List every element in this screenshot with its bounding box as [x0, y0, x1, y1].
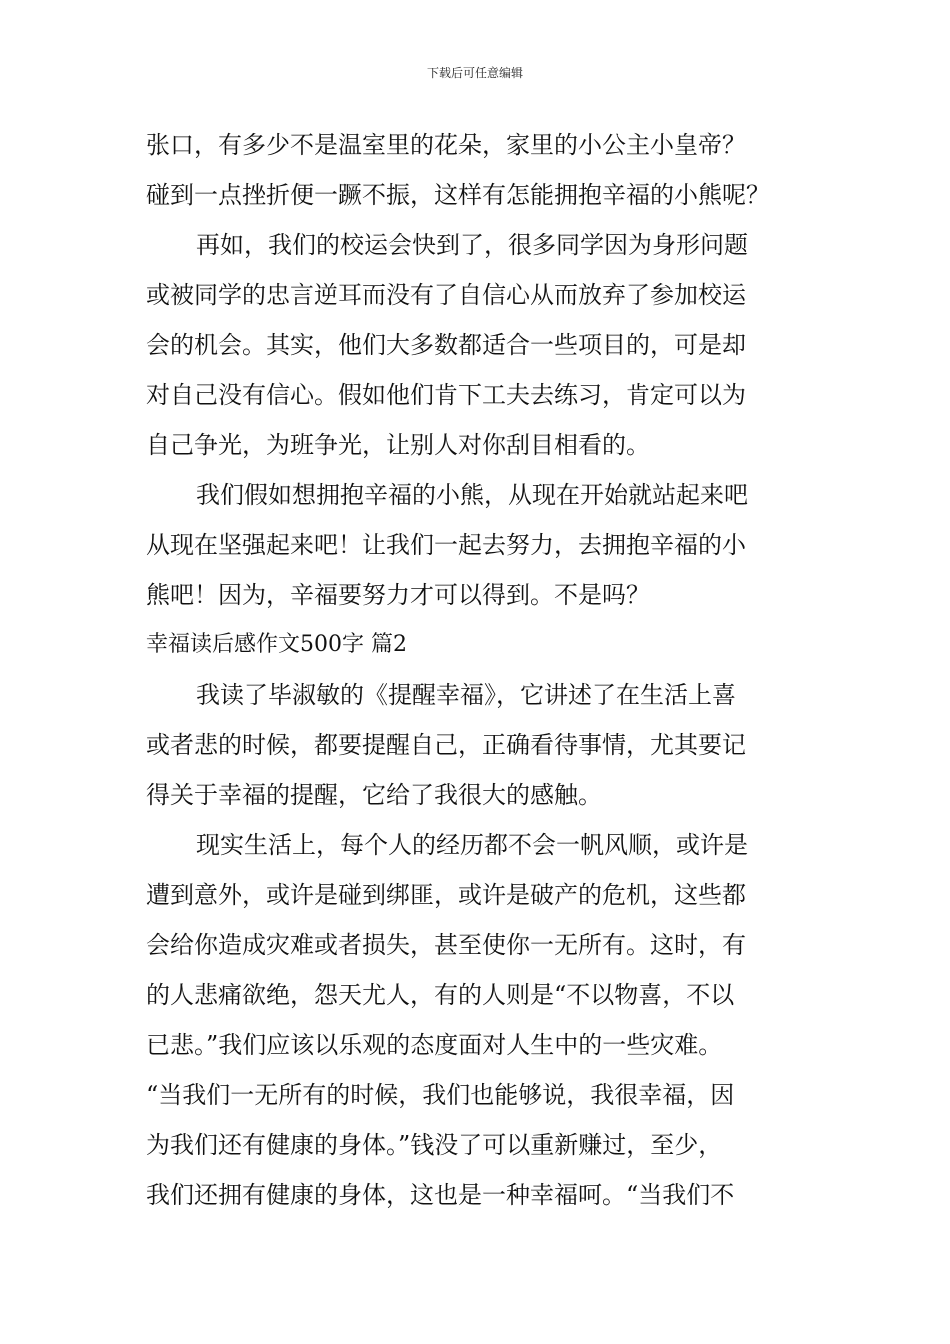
text-line: 得关于幸福的提醒，它给了我很大的感触。	[146, 781, 602, 809]
text-line: 对自己没有信心。假如他们肯下工夫去练习，肯定可以为	[146, 381, 746, 409]
page-header-note: 下载后可任意编辑	[426, 66, 523, 80]
text-line: 或者悲的时候，都要提醒自己，正确看待事情，尤其要记	[146, 731, 746, 759]
document-body	[146, 120, 806, 1220]
section-heading: 幸福读后感作文500字 篇2	[146, 632, 407, 657]
text-line: 遭到意外，或许是碰到绑匪，或许是破产的危机，这些都	[146, 881, 746, 909]
text-line: 或被同学的忠言逆耳而没有了自信心从而放弃了参加校运	[146, 281, 746, 309]
text-line: 现实生活上，每个人的经历都不会一帆风顺，或许是	[196, 831, 748, 859]
text-line: 自己争光，为班争光，让别人对你刮目相看的。	[146, 431, 650, 459]
text-line: 我读了毕淑敏的《提醒幸福》，它讲述了在生活上喜	[196, 681, 736, 709]
text-line: 碰到一点挫折便一蹶不振，这样有怎能拥抱辛福的小熊呢？	[146, 181, 770, 209]
text-line: 的人悲痛欲绝，怨天尤人，有的人则是“不以物喜，不以	[146, 981, 735, 1009]
text-line: “当我们一无所有的时候，我们也能够说，我很幸福，因	[146, 1081, 735, 1109]
text-line: 张口，有多少不是温室里的花朵，家里的小公主小皇帝？	[146, 131, 746, 159]
text-line: 我们假如想拥抱辛福的小熊，从现在开始就站起来吧	[196, 481, 748, 509]
text-line: 我们还拥有健康的身体，这也是一种幸福呵。“当我们不	[146, 1181, 735, 1209]
text-line: 会给你造成灾难或者损失，甚至使你一无所有。这时，有	[146, 931, 746, 959]
text-line: 会的机会。其实，他们大多数都适合一些项目的，可是却	[146, 331, 746, 359]
text-line: 已悲。”我们应该以乐观的态度面对人生中的一些灾难。	[146, 1031, 723, 1059]
text-line: 再如，我们的校运会快到了，很多同学因为身形问题	[196, 231, 748, 259]
text-line: 熊吧！因为，辛福要努力才可以得到。不是吗？	[146, 581, 650, 609]
text-line: 从现在坚强起来吧！让我们一起去努力，去拥抱辛福的小	[146, 531, 746, 559]
text-line: 为我们还有健康的身体。”钱没了可以重新赚过，至少，	[146, 1131, 723, 1159]
